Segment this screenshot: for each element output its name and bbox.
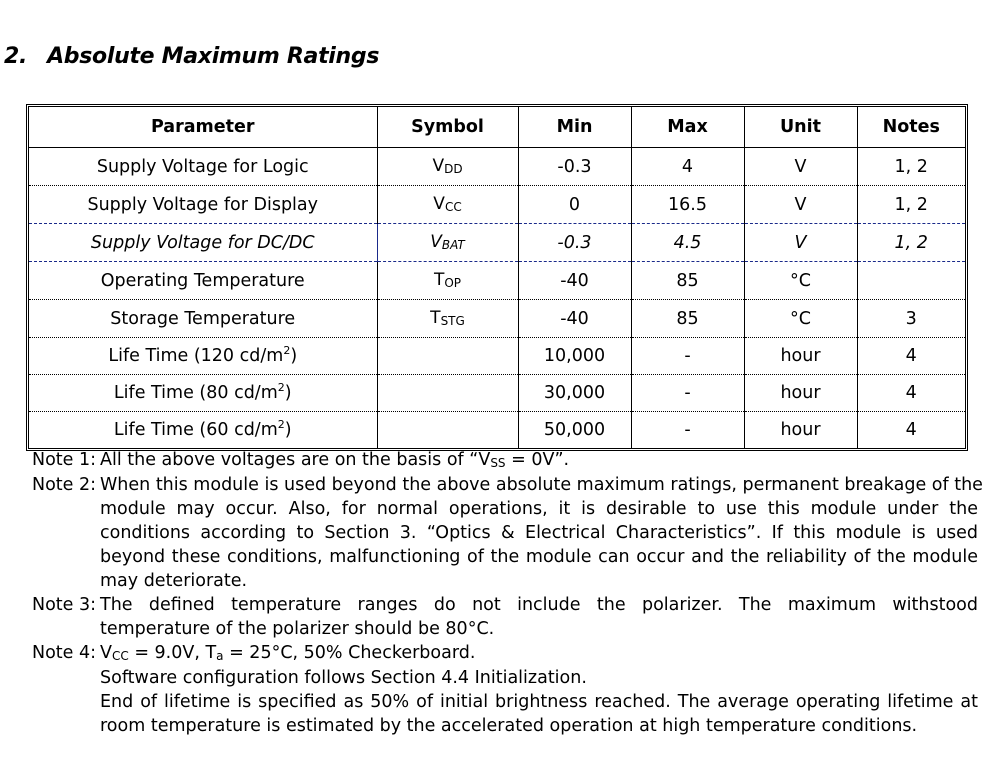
cell-unit: °C [744,262,857,300]
cell-parameter [29,375,377,412]
cell-max: 4.5 [631,224,744,262]
note-text: = 25°C, 50% Checkerboard. [223,643,476,663]
cell-symbol [377,224,518,262]
superscript: 2 [277,418,285,432]
cell-unit: hour [744,412,857,449]
note-4 [32,641,980,738]
cell-symbol [377,148,518,186]
cell-notes: 4 [905,420,917,440]
table-row [29,224,965,262]
cell-symbol [377,186,518,224]
symbol-sub: STG [440,314,465,328]
subscript: SS [490,456,506,470]
cell-notes: 1, 2 [857,224,965,262]
note-body [100,593,978,641]
note-text: V [100,643,112,663]
cell-notes: 1, 2 [857,186,965,224]
note-line: The defined temperature ranges do not include the polarizer. The maximum withstood [100,595,978,615]
cell-min: -40 [518,262,631,300]
symbol-main: V [433,194,445,214]
table-row [29,262,965,300]
cell-max: - [631,338,744,375]
ratings-table [29,107,965,448]
cell-min: 0 [518,186,631,224]
note-line: may deteriorate. [100,571,248,591]
symbol-main: V [430,232,442,252]
note-label: Note 4: [32,643,97,663]
cell-unit: °C [744,300,857,338]
cell-symbol [377,375,518,412]
section-heading [4,44,379,69]
cell-max: - [631,412,744,449]
cell-symbol [377,262,518,300]
symbol-main: T [433,270,445,290]
note-line: room temperature is estimated by the accelerated operation at high temperature conditions. [100,716,918,736]
parameter-end: ) [284,383,292,403]
note-label: Note 2: [32,475,97,495]
section-number: 2. [4,44,28,69]
cell-parameter [29,338,377,375]
table-header-row [29,107,965,148]
symbol-sub: DD [444,162,463,176]
superscript: 2 [277,381,285,395]
table-row [29,186,965,224]
cell-notes [857,262,965,300]
header-parameter: Parameter [29,107,377,148]
ratings-table-frame [26,104,968,451]
cell-parameter: Supply Voltage for DC/DC [29,224,377,262]
parameter-text: Life Time (60 cd/m [113,420,278,440]
cell-notes: 1, 2 [857,148,965,186]
header-notes: Notes [857,107,965,148]
note-text: All the above voltages are on the basis of “V [100,450,491,470]
table-row [29,148,965,186]
cell-symbol [377,300,518,338]
cell-notes: 3 [857,300,965,338]
symbol-sub: OP [444,276,462,290]
cell-unit: V [744,186,857,224]
note-line: temperature of the polarizer should be 80°C. [100,619,495,639]
parameter-end: ) [284,420,292,440]
note-line: beyond these conditions, malfunctioning of the module can occur and the reliability of the module [100,547,978,567]
note-line: Software configuration follows Section 4.4 Initialization. [100,668,587,688]
symbol-main: T [430,308,441,328]
note-line: conditions according to Section 3. “Optics & Electrical Characteristics”. If this module is used [100,523,978,543]
cell-min: -0.3 [518,148,631,186]
subscript: a [216,649,224,663]
note-2 [32,473,983,593]
cell-min: -0.3 [518,224,631,262]
cell-max: 4 [631,148,744,186]
note-label: Note 1: [32,450,97,470]
cell-notes: 4 [857,338,965,375]
note-text: = 0V”. [505,450,570,470]
cell-unit: V [744,224,857,262]
cell-symbol [377,338,518,375]
cell-min: 50,000 [518,412,631,449]
note-text: = 9.0V, T [128,643,217,663]
cell-symbol [377,412,518,449]
note-1 [32,448,980,473]
parameter-text: Life Time (80 cd/m [113,383,278,403]
cell-max: 16.5 [631,186,744,224]
parameter-end: ) [290,346,298,366]
cell-notes: 4 [857,375,965,412]
parameter-text: Life Time (120 cd/m [108,346,284,366]
table-row [29,300,965,338]
table-row [29,338,965,375]
table-row [29,375,965,412]
note-body [100,448,978,473]
superscript: 2 [283,344,291,358]
cell-max: 85 [631,300,744,338]
symbol-sub: CC [444,200,462,214]
header-symbol: Symbol [377,107,518,148]
note-body [100,473,983,593]
cell-max: - [631,375,744,412]
cell-unit: V [744,148,857,186]
cell-parameter: Operating Temperature [29,262,377,300]
note-body [100,641,978,738]
note-line [100,641,978,666]
cell-max: 85 [631,262,744,300]
note-label: Note 3: [32,595,97,615]
notes-section [32,448,983,738]
cell-min: 10,000 [518,338,631,375]
cell-min: 30,000 [518,375,631,412]
header-unit: Unit [744,107,857,148]
note-line: End of lifetime is specified as 50% of initial brightness reached. The average operating lifetime at [100,692,978,712]
cell-parameter [29,412,377,449]
section-title: Absolute Maximum Ratings [47,44,380,69]
cell-parameter: Supply Voltage for Logic [29,148,377,186]
note-line: module may occur. Also, for normal operations, it is desirable to use this module under the [100,499,978,519]
header-min: Min [518,107,631,148]
table-row [29,412,965,449]
cell-min: -40 [518,300,631,338]
cell-parameter: Storage Temperature [29,300,377,338]
note-line: When this module is used beyond the above absolute maximum ratings, permanent breakage of the [100,475,983,495]
cell-parameter: Supply Voltage for Display [29,186,377,224]
subscript: CC [111,649,129,663]
symbol-main: V [432,156,445,176]
header-max: Max [631,107,744,148]
cell-unit: hour [744,338,857,375]
symbol-sub: BAT [441,238,465,252]
cell-unit: hour [744,375,857,412]
note-3 [32,593,980,641]
